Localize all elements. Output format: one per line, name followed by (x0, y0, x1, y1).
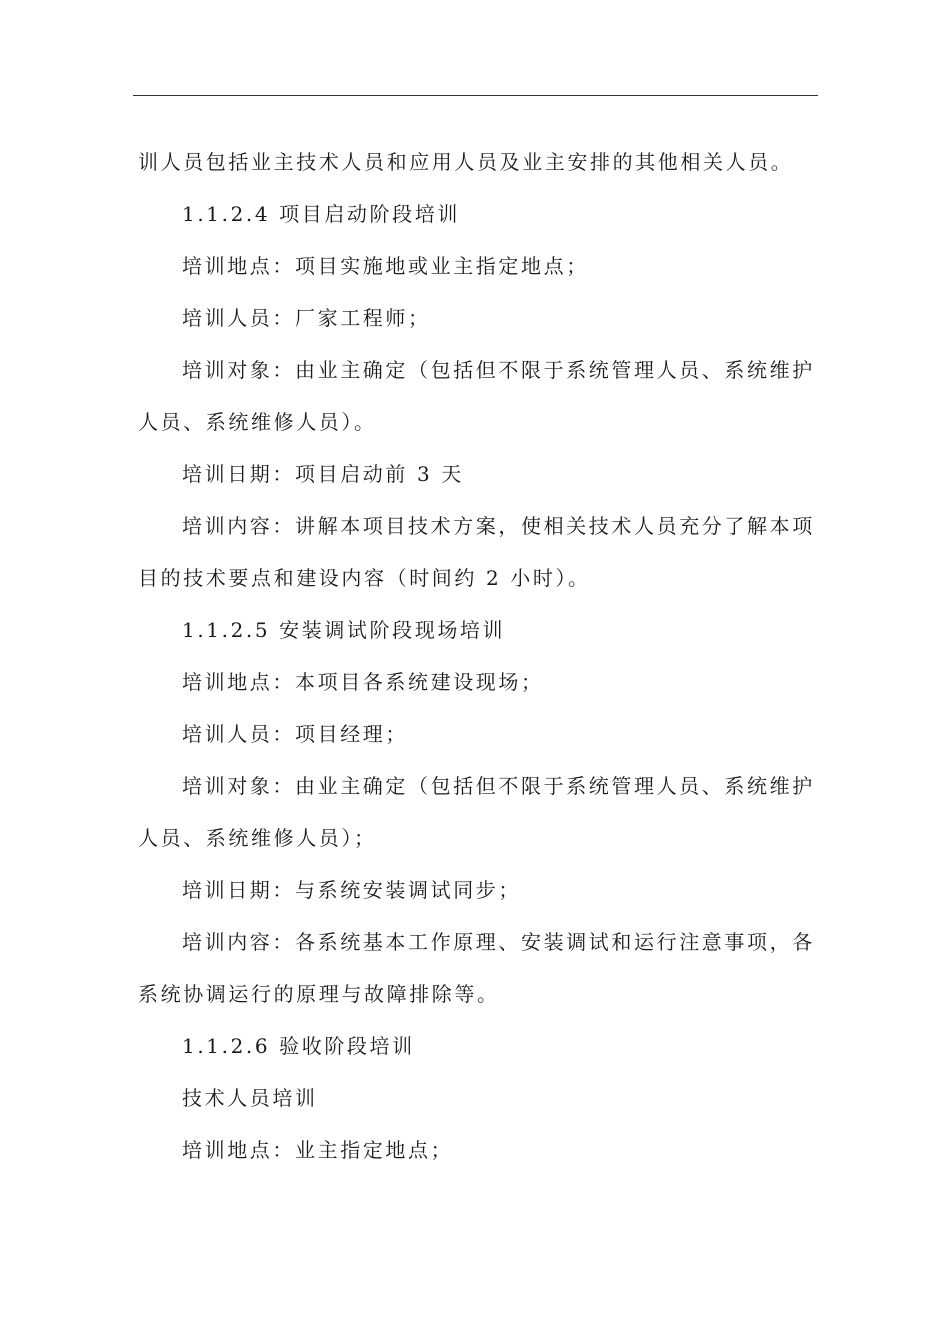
training-location: 培训地点：本项目各系统建设现场； (182, 670, 544, 694)
training-location: 培训地点：业主指定地点； (182, 1138, 454, 1162)
training-content-continued: 系统协调运行的原理与故障排除等。 (138, 982, 500, 1006)
section-heading-1-1-2-6: 1.1.2.6 验收阶段培训 (182, 1034, 415, 1058)
training-content-continued: 目的技术要点和建设内容（时间约 2 小时）。 (138, 566, 591, 590)
training-content: 培训内容：各系统基本工作原理、安装调试和运行注意事项，各 (182, 930, 815, 954)
section-heading-1-1-2-5: 1.1.2.5 安装调试阶段现场培训 (182, 618, 506, 642)
training-audience: 培训对象：由业主确定（包括但不限于系统管理人员、系统维护 (182, 358, 815, 382)
training-audience-continued: 人员、系统维修人员）； (138, 826, 377, 850)
training-content: 培训内容：讲解本项目技术方案，使相关技术人员充分了解本项 (182, 514, 815, 538)
header-rule (133, 95, 818, 96)
training-date: 培训日期：与系统安装调试同步； (182, 878, 521, 902)
document-body (138, 136, 818, 1176)
training-audience-continued: 人员、系统维修人员）。 (138, 410, 377, 434)
training-date: 培训日期：项目启动前 3 天 (182, 462, 464, 486)
training-audience: 培训对象：由业主确定（包括但不限于系统管理人员、系统维护 (182, 774, 815, 798)
training-staff: 培训人员：项目经理； (182, 722, 408, 746)
training-staff: 培训人员：厂家工程师； (182, 306, 431, 330)
training-location: 培训地点：项目实施地或业主指定地点； (182, 254, 589, 278)
paragraph-continuation: 训人员包括业主技术人员和应用人员及业主安排的其他相关人员。 (138, 150, 794, 174)
section-heading-1-1-2-4: 1.1.2.4 项目启动阶段培训 (182, 202, 460, 226)
subsection-title: 技术人员培训 (182, 1086, 318, 1110)
